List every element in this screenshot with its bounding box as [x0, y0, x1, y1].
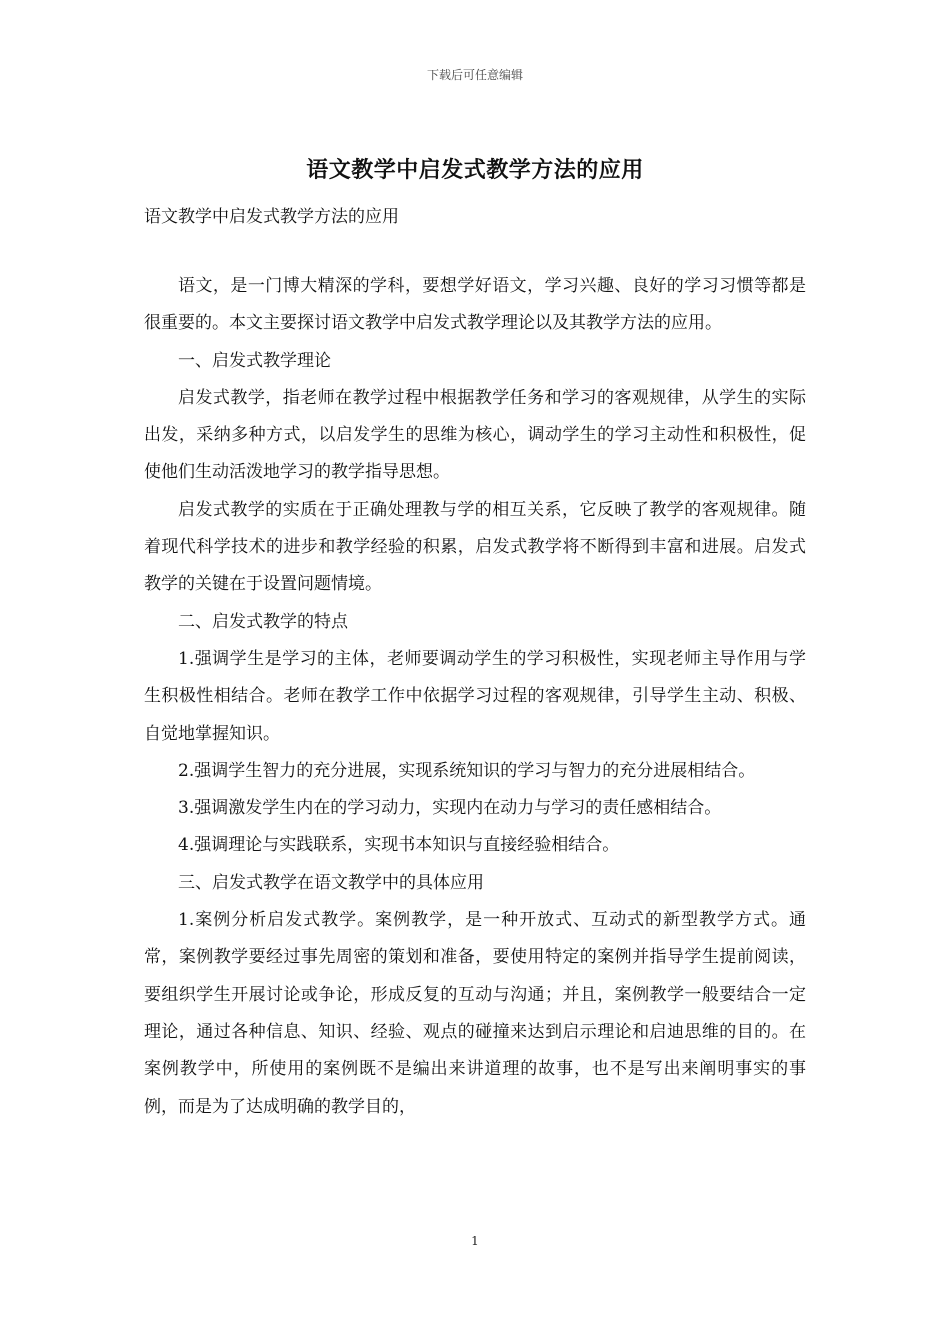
paragraph: 1.案例分析启发式教学。案例教学，是一种开放式、互动式的新型教学方式。通常，案例教学要经过事先周密的策划和准备，要使用特定的案例并指导学生提前阅读，要组织学生开展讨论或争论，形成反复的互动与沟通；并且，案例教学一般要结合一定理论，通过各种信息、知识、经验、观点的碰撞来达到启示理论和启迪思维的目的。在案例教学中，所使用的案例既不是编出来讲道理的故事，也不是写出来阐明事实的事例，而是为了达成明确的教学目的，	[144, 910, 806, 1117]
section-heading-1: 一、启发式教学理论	[178, 350, 331, 371]
paragraph: 启发式教学，指老师在教学过程中根据教学任务和学习的客观规律，从学生的实际出发，采纳多种方式，以启发学生的思维为核心，调动学生的学习主动性和积极性，促使他们生动活泼地学习的教学指导思想。	[144, 387, 806, 483]
paragraph-intro: 语文，是一门博大精深的学科，要想学好语文，学习兴趣、良好的学习习惯等都是很重要的。本文主要探讨语文教学中启发式教学理论以及其教学方法的应用。	[144, 276, 806, 334]
paragraph: 启发式教学的实质在于正确处理教与学的相互关系，它反映了教学的客观规律。随着现代科学技术的进步和教学经验的积累，启发式教学将不断得到丰富和进展。启发式教学的关键在于设置问题情境。	[144, 499, 806, 595]
section-heading-2: 二、启发式教学的特点	[178, 611, 348, 632]
document-body	[144, 268, 806, 1126]
document-title: 语文教学中启发式教学方法的应用	[306, 157, 644, 183]
page-header: 下载后可任意编辑	[426, 68, 523, 82]
page-number: 1	[471, 1234, 479, 1248]
list-item: 4.强调理论与实践联系，实现书本知识与直接经验相结合。	[178, 835, 620, 856]
section-heading-3: 三、启发式教学在语文教学中的具体应用	[178, 872, 484, 893]
list-item: 3.强调激发学生内在的学习动力，实现内在动力与学习的责任感相结合。	[178, 798, 722, 819]
list-item: 2.强调学生智力的充分进展，实现系统知识的学习与智力的充分进展相结合。	[178, 760, 756, 781]
document-subtitle: 语文教学中启发式教学方法的应用	[144, 207, 399, 227]
list-item: 1.强调学生是学习的主体，老师要调动学生的学习积极性，实现老师主导作用与学生积极性相结合。老师在教学工作中依据学习过程的客观规律，引导学生主动、积极、自觉地掌握知识。	[144, 648, 806, 744]
